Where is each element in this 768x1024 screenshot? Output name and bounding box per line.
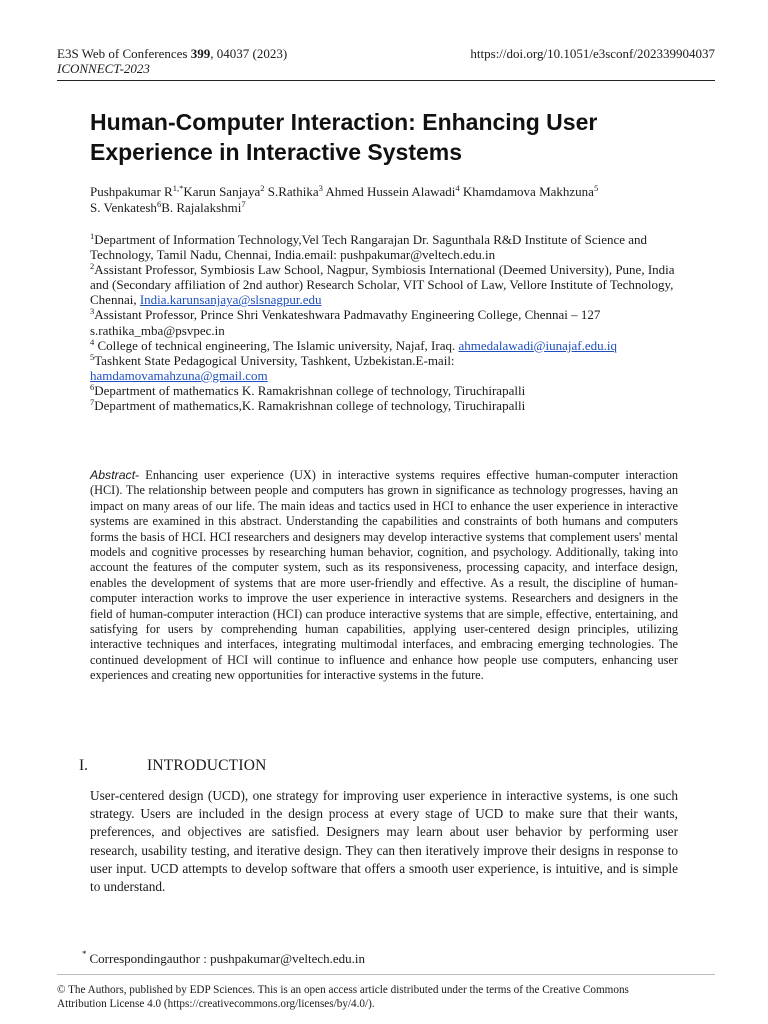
journal-citation: E3S Web of Conferences 399, 04037 (2023): [57, 46, 288, 61]
footer-divider: [57, 974, 715, 975]
doi-link[interactable]: https://doi.org/10.1051/e3sconf/202339904037: [470, 46, 715, 61]
affiliation-6: $^6$Department of mathematics K. Ramakrishnan college of technology, Tiruchirapalli: [90, 381, 526, 398]
conference-name: ICONNECT-2023: [57, 61, 150, 76]
email-link[interactable]: ahmedalawadi@iunajaf.edu.iq: [458, 337, 618, 353]
section-heading: INTRODUCTION: [147, 757, 267, 774]
license-footer: © The Authors, published by EDP Sciences. This is an open access article distributed under the terms of the Creative Commons Attribution License 4.0 (https://creativecommons.org/licenses/by/4.0/).: [57, 984, 629, 1010]
abstract-label: Abstract: [90, 468, 136, 482]
running-header-left: [57, 46, 287, 76]
introduction-paragraph: User-centered design (UCD), one strategy for improving user experience in interactive systems, is one such strategy. Users are included in the design process at every stage of UCD to make sure that their wants, preferences, and objectives are satisfied. Designers may learn about user behavior by performing user research, usability testing, and iterative design. They can then iteratively improve their designs in response to user input. UCD attempts to develop software that offers a smooth user experience, is intuitive, and is simple to understand.: [90, 788, 678, 895]
header-divider: [57, 80, 715, 81]
affiliations: [90, 232, 690, 413]
email-link[interactable]: hamdamovamahzuna@gmail.com: [90, 367, 268, 383]
paper-title: Human-Computer Interaction: Enhancing User Experience in Interactive Systems: [90, 109, 598, 165]
volume-number: 399: [190, 46, 211, 61]
affiliation-3: $^3$Assistant Professor, Prince Shri Venkateshwara Padmavathy Engineering College, Chennai – 127 s.rathika_mba@psvpec.in: [90, 306, 601, 338]
affiliation-1: $^1$Department of Information Technology,Vel Tech Rangarajan Dr. Sagunthala R&D Institute of Science and Technology, Tamil Nadu, Chennai, India.email: pushpakumar@veltech.edu.in: [90, 231, 648, 263]
abstract-body: - Enhancing user experience (UX) in interactive systems requires effective human-computer interaction (HCI). The relationship between people and computers has grown in significance as technology progresses, having an impact on many areas of our life. The main ideas and tactics used in HCI to enhance the user experience in interactive systems are examined in this abstract. Understanding the capabilities and constraints of both humans and computers forms the basis of HCI. HCI researchers and designers may develop interactive systems that complement users' mental models and cognitive processes by researching human behavior, cognition, and psychology. Additionally, taking into account the features of the computer system, such as its responsiveness, processing capacity, and interface design, enables the development of systems that are more user-friendly and effective. As a result, the discipline of human-computer interaction works to improve the user experience in interactive systems. Researchers and designers in the field of human-computer interaction (HCI) can produce interactive systems that are simple, effective, entertaining, and satisfying for users by comprehending human capabilities, applying user-centered design principles, utilizing interactive techniques and interfaces, integrating multimodal interfaces, and embracing emerging technologies. The continued development of HCI will continue to influence and enhance how people use computers, enhancing user experiences and creating new opportunities for interactive systems in the future.: [90, 468, 678, 683]
footnote-mark: *: [82, 949, 87, 959]
affiliation-7: $^7$Department of mathematics,K. Ramakrishnan college of technology, Tiruchirapalli: [90, 397, 526, 414]
affiliation-4: $^4$ College of technical engineering, The Islamic university, Najaf, Iraq. ahmedalawadi@iunajaf.edu.iq: [90, 336, 618, 353]
affiliation-2: $^2$Assistant Professor, Symbiosis Law School, Nagpur, Symbiosis International (Deemed University), Pune, India and (Secondary affiliation of 2nd author) Research Scholar, VIT School of Law, Vellore Institute of Technology, Chennai, India.karunsanjaya@slsnagpur.edu: [90, 261, 675, 308]
affiliation-5: $^5$Tashkent State Pedagogical University, Tashkent, Uzbekistan.E-mail: hamdamovamahzuna@gmail.com: [90, 351, 455, 383]
author-list: Pushpakumar $R^{1,*}Karun$ Sanjaya$^2$ S.Rathika$^3$ Ahmed Hussein Alawadi$^4$ Khamdamova Makhzuna$^5$ S. Venkatesh$^6$B. Rajalakshmi$^7$: [90, 183, 599, 215]
section-number: I.: [79, 757, 89, 774]
corresponding-author-footnote: * Correspondingauthor : pushpakumar@veltech.edu.in: [82, 949, 366, 966]
abstract: [90, 468, 678, 684]
email-link[interactable]: India.karunsanjaya@slsnagpur.edu: [139, 292, 322, 308]
